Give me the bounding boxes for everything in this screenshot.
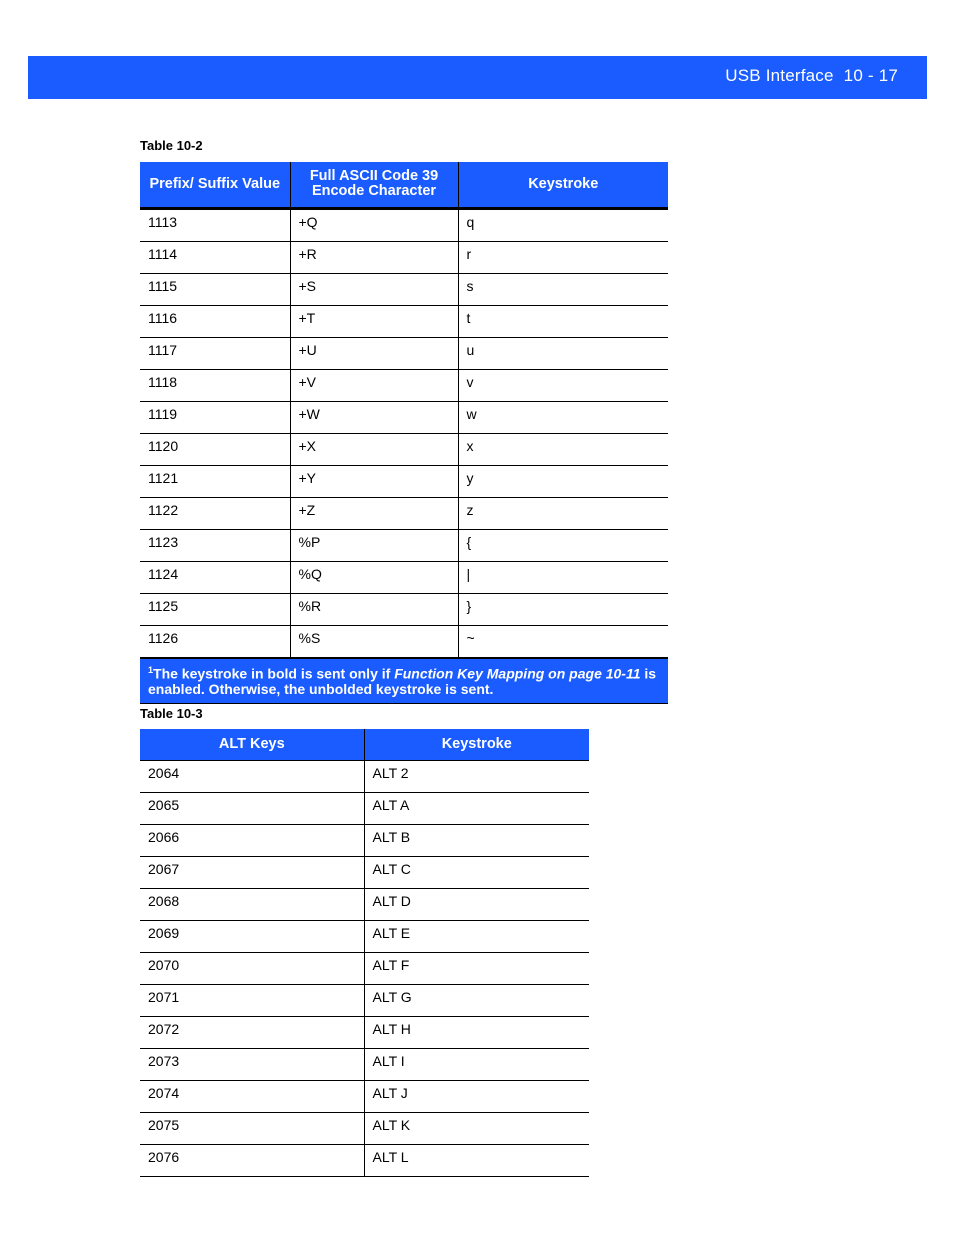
cell-keystroke: ALT E xyxy=(364,920,589,952)
page-number: 10 - 17 xyxy=(843,66,898,85)
cell-keystroke: ALT C xyxy=(364,856,589,888)
cell-alt-key-value: 2076 xyxy=(140,1144,364,1176)
cell-keystroke: ALT K xyxy=(364,1112,589,1144)
cell-prefix-suffix-value: 1120 xyxy=(140,433,290,465)
table-10-3 xyxy=(140,729,589,1177)
footnote-text-before: The keystroke in bold is sent only if xyxy=(153,665,395,682)
table-header-row xyxy=(140,729,589,760)
cell-prefix-suffix-value: 1115 xyxy=(140,273,290,305)
table-row xyxy=(140,1016,589,1048)
cell-prefix-suffix-value: 1124 xyxy=(140,561,290,593)
table-row xyxy=(140,824,589,856)
cell-keystroke: ALT I xyxy=(364,1048,589,1080)
cell-keystroke: t xyxy=(458,305,668,337)
table-row xyxy=(140,561,668,593)
table-row xyxy=(140,625,668,658)
cell-keystroke: ALT J xyxy=(364,1080,589,1112)
cell-prefix-suffix-value: 1119 xyxy=(140,401,290,433)
cell-alt-key-value: 2070 xyxy=(140,952,364,984)
cell-encode-character: +S xyxy=(290,273,458,305)
cell-keystroke: y xyxy=(458,465,668,497)
table-10-2 xyxy=(140,162,668,704)
table-row xyxy=(140,241,668,273)
cell-alt-key-value: 2067 xyxy=(140,856,364,888)
cell-alt-key-value: 2075 xyxy=(140,1112,364,1144)
table-row xyxy=(140,856,589,888)
cell-prefix-suffix-value: 1125 xyxy=(140,593,290,625)
cell-keystroke: ALT F xyxy=(364,952,589,984)
cell-keystroke: w xyxy=(458,401,668,433)
cell-encode-character: %P xyxy=(290,529,458,561)
cell-alt-key-value: 2072 xyxy=(140,1016,364,1048)
cell-alt-key-value: 2064 xyxy=(140,760,364,792)
table-row xyxy=(140,1048,589,1080)
cell-keystroke: ALT A xyxy=(364,792,589,824)
table-row xyxy=(140,465,668,497)
footnote-text-after: is enabled. Otherwise, the unbolded keystroke is sent. xyxy=(148,665,657,698)
cell-alt-key-value: 2068 xyxy=(140,888,364,920)
cell-alt-key-value: 2073 xyxy=(140,1048,364,1080)
table-row xyxy=(140,792,589,824)
cell-keystroke: ~ xyxy=(458,625,668,658)
cell-encode-character: +W xyxy=(290,401,458,433)
table-10-3-caption: Table 10-3 xyxy=(140,706,203,721)
cell-encode-character: +Z xyxy=(290,497,458,529)
cell-encode-character: %R xyxy=(290,593,458,625)
cell-keystroke: u xyxy=(458,337,668,369)
cell-keystroke: q xyxy=(458,208,668,241)
table-footnote xyxy=(140,658,668,704)
cell-keystroke: v xyxy=(458,369,668,401)
page-header-bar xyxy=(28,56,927,99)
cell-encode-character: +Y xyxy=(290,465,458,497)
column-header-keystroke: Keystroke xyxy=(458,162,668,208)
table-row xyxy=(140,208,668,241)
cell-keystroke: ALT G xyxy=(364,984,589,1016)
cell-keystroke: ALT 2 xyxy=(364,760,589,792)
table-row xyxy=(140,984,589,1016)
table-row xyxy=(140,760,589,792)
table-header-row xyxy=(140,162,668,208)
cell-encode-character: +X xyxy=(290,433,458,465)
table-row xyxy=(140,1112,589,1144)
column-header-prefix-suffix: Prefix/ Suffix Value xyxy=(140,162,290,208)
cell-prefix-suffix-value: 1121 xyxy=(140,465,290,497)
table-row xyxy=(140,952,589,984)
cell-encode-character: +U xyxy=(290,337,458,369)
table-footnote-row xyxy=(140,658,668,704)
footnote-marker: 1 xyxy=(148,664,154,675)
cell-keystroke: z xyxy=(458,497,668,529)
cell-prefix-suffix-value: 1113 xyxy=(140,208,290,241)
cell-prefix-suffix-value: 1126 xyxy=(140,625,290,658)
column-header-ascii-code39: Full ASCII Code 39 Encode Character xyxy=(290,162,458,208)
table-row xyxy=(140,888,589,920)
cell-encode-character: %Q xyxy=(290,561,458,593)
table-row xyxy=(140,529,668,561)
cell-encode-character: +R xyxy=(290,241,458,273)
cell-alt-key-value: 2071 xyxy=(140,984,364,1016)
cell-keystroke: ALT D xyxy=(364,888,589,920)
table-row xyxy=(140,305,668,337)
cell-prefix-suffix-value: 1118 xyxy=(140,369,290,401)
cell-keystroke: | xyxy=(458,561,668,593)
cell-encode-character: %S xyxy=(290,625,458,658)
cell-alt-key-value: 2069 xyxy=(140,920,364,952)
cell-keystroke: s xyxy=(458,273,668,305)
cell-encode-character: +Q xyxy=(290,208,458,241)
cell-alt-key-value: 2065 xyxy=(140,792,364,824)
cell-keystroke: r xyxy=(458,241,668,273)
cell-keystroke: { xyxy=(458,529,668,561)
cell-keystroke: ALT H xyxy=(364,1016,589,1048)
table-row xyxy=(140,593,668,625)
cell-keystroke: ALT L xyxy=(364,1144,589,1176)
cell-prefix-suffix-value: 1114 xyxy=(140,241,290,273)
cell-prefix-suffix-value: 1123 xyxy=(140,529,290,561)
column-header-keystroke: Keystroke xyxy=(364,729,589,760)
table-10-2-caption: Table 10-2 xyxy=(140,138,203,153)
column-header-alt-keys: ALT Keys xyxy=(140,729,364,760)
footnote-link[interactable]: Function Key Mapping on page 10-11 xyxy=(394,665,641,682)
table-row xyxy=(140,337,668,369)
cell-keystroke: ALT B xyxy=(364,824,589,856)
cell-encode-character: +T xyxy=(290,305,458,337)
table-row xyxy=(140,433,668,465)
table-row xyxy=(140,1144,589,1176)
table-row xyxy=(140,497,668,529)
cell-prefix-suffix-value: 1122 xyxy=(140,497,290,529)
table-row xyxy=(140,401,668,433)
cell-prefix-suffix-value: 1116 xyxy=(140,305,290,337)
table-row xyxy=(140,920,589,952)
section-title: USB Interface xyxy=(725,66,834,85)
cell-alt-key-value: 2066 xyxy=(140,824,364,856)
table-row xyxy=(140,1080,589,1112)
table-row xyxy=(140,273,668,305)
cell-keystroke: x xyxy=(458,433,668,465)
cell-prefix-suffix-value: 1117 xyxy=(140,337,290,369)
cell-keystroke: } xyxy=(458,593,668,625)
table-row xyxy=(140,369,668,401)
cell-encode-character: +V xyxy=(290,369,458,401)
cell-alt-key-value: 2074 xyxy=(140,1080,364,1112)
page-header-text xyxy=(725,66,898,86)
